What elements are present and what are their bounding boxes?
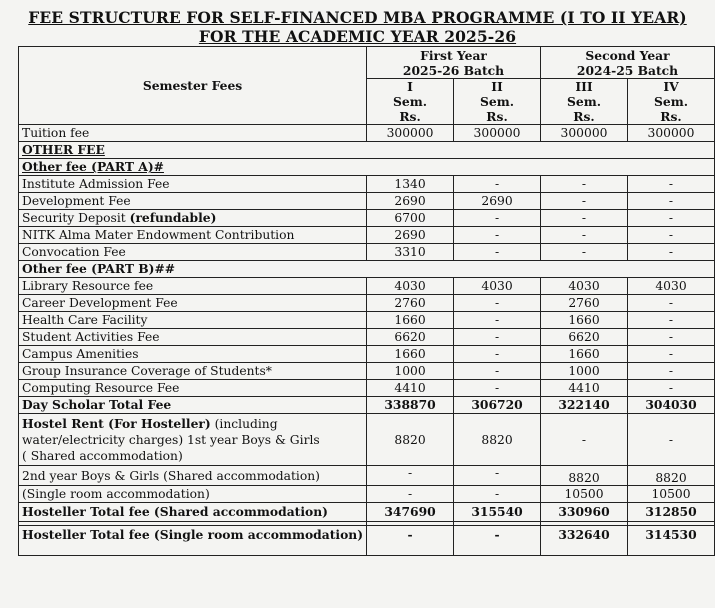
cell-value: - [454, 295, 541, 312]
row-label: Convocation Fee [19, 244, 367, 261]
cell-value: - [628, 346, 715, 363]
table-row [19, 295, 715, 312]
cell-value: 1660 [541, 346, 628, 363]
cell-value: 314530 [628, 526, 715, 556]
cell-value: - [454, 380, 541, 397]
cell-value: 300000 [628, 125, 715, 142]
row-label: (Single room accommodation) [19, 486, 367, 503]
cell-value: - [628, 380, 715, 397]
cell-value: 3310 [367, 244, 454, 261]
cell-value: - [454, 363, 541, 380]
cell-value: 2760 [541, 295, 628, 312]
part-b-heading: Other fee (PART B)## [19, 261, 715, 278]
row-label: Group Insurance Coverage of Students* [19, 363, 367, 380]
row-label: Hostel Rent (For Hosteller) (including water/electricity charges) 1st year Boys & Girls ( Shared accommodation) [19, 414, 367, 466]
cell-value: 300000 [541, 125, 628, 142]
sem-header: I Sem. Rs. [367, 79, 454, 125]
row-label: Library Resource fee [19, 278, 367, 295]
section-heading-row [19, 261, 715, 278]
cell-value: 347690 [367, 503, 454, 522]
cell-value: 6620 [541, 329, 628, 346]
cell-value: 300000 [454, 125, 541, 142]
cell-value: 2690 [367, 227, 454, 244]
cell-value: - [628, 227, 715, 244]
cell-value: 4030 [541, 278, 628, 295]
row-label: 2nd year Boys & Girls (Shared accommodation) [19, 466, 367, 486]
cell-value: 330960 [541, 503, 628, 522]
title-line-1: FEE STRUCTURE FOR SELF-FINANCED MBA PROGRAMME (I TO II YEAR) [28, 8, 687, 27]
cell-value: 2690 [454, 193, 541, 210]
row-label: Day Scholar Total Fee [19, 397, 367, 414]
cell-value: 4410 [541, 380, 628, 397]
cell-value: 1660 [541, 312, 628, 329]
cell-value: - [454, 526, 541, 556]
other-fee-heading: OTHER FEE [19, 142, 715, 159]
row-label: Hosteller Total fee (Shared accommodation) [19, 503, 367, 522]
cell-value: 4030 [367, 278, 454, 295]
cell-value: 2690 [367, 193, 454, 210]
cell-value: - [367, 486, 454, 503]
sem-header: III Sem. Rs. [541, 79, 628, 125]
first-year-header: First Year 2025-26 Batch [367, 47, 541, 79]
cell-value: - [541, 210, 628, 227]
sem-header: IV Sem. Rs. [628, 79, 715, 125]
semester-fees-header: Semester Fees [19, 47, 367, 125]
cell-value: 4030 [454, 278, 541, 295]
cell-value: 300000 [367, 125, 454, 142]
cell-value: 6700 [367, 210, 454, 227]
cell-value: - [454, 210, 541, 227]
table-row [19, 210, 715, 227]
table-row [19, 346, 715, 363]
title-line-2: FOR THE ACADEMIC YEAR 2025-26 [198, 27, 517, 46]
cell-value: 332640 [541, 526, 628, 556]
cell-value: - [628, 193, 715, 210]
table-row [19, 193, 715, 210]
cell-value: 304030 [628, 397, 715, 414]
table-row [19, 363, 715, 380]
row-label: Campus Amenities [19, 346, 367, 363]
cell-value: 8820 [541, 466, 628, 486]
cell-value: 4030 [628, 278, 715, 295]
table-row [19, 380, 715, 397]
row-label: Career Development Fee [19, 295, 367, 312]
cell-value: 4410 [367, 380, 454, 397]
cell-value: - [628, 312, 715, 329]
row-label: Development Fee [19, 193, 367, 210]
cell-value: 306720 [454, 397, 541, 414]
cell-value: 10500 [541, 486, 628, 503]
cell-value: - [628, 295, 715, 312]
cell-value: 1340 [367, 176, 454, 193]
cell-value: - [454, 346, 541, 363]
cell-value: 1660 [367, 346, 454, 363]
cell-value: - [541, 193, 628, 210]
table-row [19, 227, 715, 244]
cell-value: - [454, 466, 541, 486]
fee-table [18, 46, 715, 556]
cell-value: 10500 [628, 486, 715, 503]
row-label: Hosteller Total fee (Single room accommodation) [19, 526, 367, 556]
row-label: Tuition fee [19, 125, 367, 142]
row-label: Security Deposit (refundable) [19, 210, 367, 227]
cell-value: - [454, 227, 541, 244]
cell-value: 1000 [541, 363, 628, 380]
table-row [19, 176, 715, 193]
cell-value: - [454, 176, 541, 193]
cell-value: - [628, 244, 715, 261]
cell-value: - [541, 244, 628, 261]
cell-value: - [628, 210, 715, 227]
cell-value: - [454, 329, 541, 346]
cell-value: 312850 [628, 503, 715, 522]
cell-value: - [628, 176, 715, 193]
cell-value: - [628, 329, 715, 346]
section-heading-row [19, 159, 715, 176]
cell-value: 2760 [367, 295, 454, 312]
row-label: Institute Admission Fee [19, 176, 367, 193]
cell-value: 8820 [454, 414, 541, 466]
table-row [19, 244, 715, 261]
section-heading-row [19, 142, 715, 159]
cell-value: - [454, 244, 541, 261]
hosteller-single-total-row [19, 526, 715, 556]
second-year-header: Second Year 2024-25 Batch [541, 47, 715, 79]
cell-value: 315540 [454, 503, 541, 522]
part-a-heading: Other fee (PART A)# [19, 159, 715, 176]
day-scholar-total-row [19, 397, 715, 414]
cell-value: 322140 [541, 397, 628, 414]
table-row [19, 125, 715, 142]
table-row [19, 466, 715, 486]
cell-value: - [367, 526, 454, 556]
cell-value: 1000 [367, 363, 454, 380]
hostel-rent-row [19, 414, 715, 466]
cell-value: - [628, 363, 715, 380]
cell-value: - [541, 176, 628, 193]
table-row [19, 486, 715, 503]
row-label: NITK Alma Mater Endowment Contribution [19, 227, 367, 244]
cell-value: 1660 [367, 312, 454, 329]
cell-value: - [541, 227, 628, 244]
table-row [19, 329, 715, 346]
row-label: Student Activities Fee [19, 329, 367, 346]
cell-value: 6620 [367, 329, 454, 346]
cell-value: - [454, 312, 541, 329]
header-row-year [19, 47, 715, 79]
row-label: Health Care Facility [19, 312, 367, 329]
hosteller-shared-total-row [19, 503, 715, 522]
cell-value: - [628, 414, 715, 466]
cell-value: - [367, 466, 454, 486]
table-row [19, 312, 715, 329]
row-label: Computing Resource Fee [19, 380, 367, 397]
cell-value: 338870 [367, 397, 454, 414]
cell-value: - [541, 414, 628, 466]
sem-header: II Sem. Rs. [454, 79, 541, 125]
cell-value: 8820 [628, 466, 715, 486]
table-row [19, 278, 715, 295]
cell-value: 8820 [367, 414, 454, 466]
cell-value: - [454, 486, 541, 503]
